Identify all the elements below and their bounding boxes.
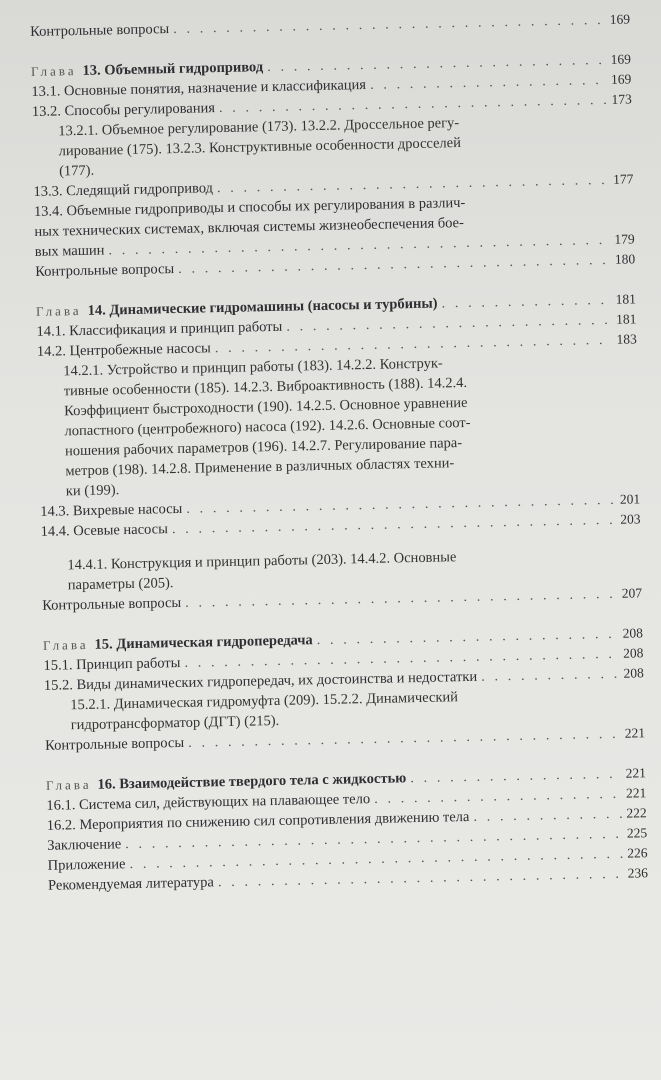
chapter-prefix: Глава (30, 63, 77, 79)
page-number: 221 (625, 785, 647, 801)
subsection-block (37, 349, 640, 502)
toc-entry-label: Приложение (47, 856, 126, 874)
page-number: 169 (610, 71, 632, 87)
page-number: 169 (609, 11, 631, 27)
page-number: 173 (611, 91, 632, 107)
subsection-line: метров (198). 14.2.8. Применение в различных областях техни- (65, 455, 455, 480)
page-number: 181 (615, 291, 637, 307)
page-number: 180 (614, 251, 636, 267)
page-number: 183 (616, 331, 637, 347)
page-number: 201 (619, 491, 641, 507)
page-number: 225 (626, 825, 648, 841)
toc-entry-label: Контрольные вопросы (35, 261, 175, 280)
chapter-title: 15. Динамическая гидропередача (94, 632, 313, 653)
page-number: 221 (624, 725, 646, 741)
page-number: 169 (610, 51, 632, 67)
toc-entry-label: Контрольные вопросы (44, 734, 185, 754)
subsection-line: ношения рабочих параметров (196). 14.2.7. Регулирование пара- (64, 435, 463, 460)
page-number: 221 (625, 765, 647, 781)
toc-entry-label: 15.1. Принцип работы (43, 654, 181, 674)
chapter-prefix: Глава (42, 636, 89, 653)
page-number: 222 (626, 805, 647, 821)
toc-entry-label: Контрольные вопросы (42, 594, 182, 614)
toc-entry-label: 13.3. Следящий гидропривод (33, 180, 214, 200)
toc-entry-label: 13.1. Основные понятия, назначение и классификация (31, 76, 367, 100)
page-number: 181 (615, 311, 637, 327)
chapter-prefix: Глава (45, 776, 92, 793)
chapter-title: 13. Объемный гидропривод (82, 59, 264, 79)
subsection-line: лопастного (центробежного) насоса (192). 14.2.6. Основные соот- (64, 414, 471, 440)
page-number: 208 (623, 665, 644, 681)
subsection-line: 13.2.1. Объемное регулирование (173). 13.2.2. Дроссельное регу- (58, 115, 460, 140)
table-of-contents (30, 9, 648, 895)
subsection-line: (177). (58, 162, 95, 180)
page-number: 208 (622, 645, 644, 661)
toc-entry-label: 15.2. Виды динамических гидропередач, их достоинства и недостатки (43, 668, 478, 694)
subsection-line: 14.4.1. Конструкция и принцип работы (203). 14.4.2. Основные (67, 549, 457, 574)
dot-leader (481, 664, 620, 687)
page-number: 203 (620, 511, 641, 527)
toc-entry-label: 14.1. Классификация и принцип работы (36, 318, 283, 340)
page-number: 207 (621, 585, 643, 601)
subsection-line: 15.2.1. Динамическая гидромуфта (209). 15.2.2. Динамический (70, 689, 459, 714)
page-number: 226 (627, 845, 648, 861)
subsection-line: лирование (175). 13.2.3. Конструктивные особенности дросселей (58, 135, 462, 160)
toc-entry-label: 14.2. Центробежные насосы (36, 340, 211, 360)
subsection-line: тивные особенности (185). 14.2.3. Виброактивность (188). 14.2.4. (63, 374, 468, 400)
page-number: 177 (613, 171, 634, 187)
page-number: 236 (627, 865, 649, 881)
toc-entry-label: 16.1. Система сил, действующих на плавающее тело (46, 791, 371, 814)
toc-entry-label: вых машин (34, 242, 105, 260)
page-number: 179 (614, 231, 635, 247)
toc-entry-label: 13.2. Способы регулирования (31, 100, 216, 120)
subsection-line: параметры (205). (67, 575, 174, 594)
toc-entry-label: 13.4. Объемные гидроприводы и способы их регулирования в различ- (33, 194, 466, 220)
toc-entry-label: Рекомендуемая литература (47, 874, 215, 894)
subsection-line: Коэффициент быстроходности (190). 14.2.5. Основное уравнение (63, 394, 468, 420)
chapter-title: 16. Взаимодействие твердого тела с жидкостью (97, 770, 407, 793)
chapter-title: 14. Динамические гидромашины (насосы и турбины) (87, 295, 438, 319)
chapter-prefix: Глава (35, 302, 82, 319)
subsection-line: 14.2.1. Устройство и принцип работы (183). 14.2.2. Конструк- (63, 355, 443, 380)
toc-entry-label: ных технических системах, включая системы жизнеобеспечения бое- (34, 214, 465, 240)
toc-entry-label: Контрольные вопросы (30, 21, 170, 40)
toc-entry-label: 16.2. Мероприятия по снижению сил сопротивления движению тела (46, 808, 470, 834)
toc-entry-label: Заключение (47, 836, 122, 854)
toc-entry-label: 14.4. Осевые насосы (40, 521, 169, 540)
page-number: 208 (622, 625, 644, 641)
toc-entry-label: 14.3. Вихревые насосы (40, 500, 183, 520)
subsection-line: ки (199). (65, 482, 120, 500)
subsection-line: гидротрансформатор (ДГТ) (215). (70, 712, 280, 734)
